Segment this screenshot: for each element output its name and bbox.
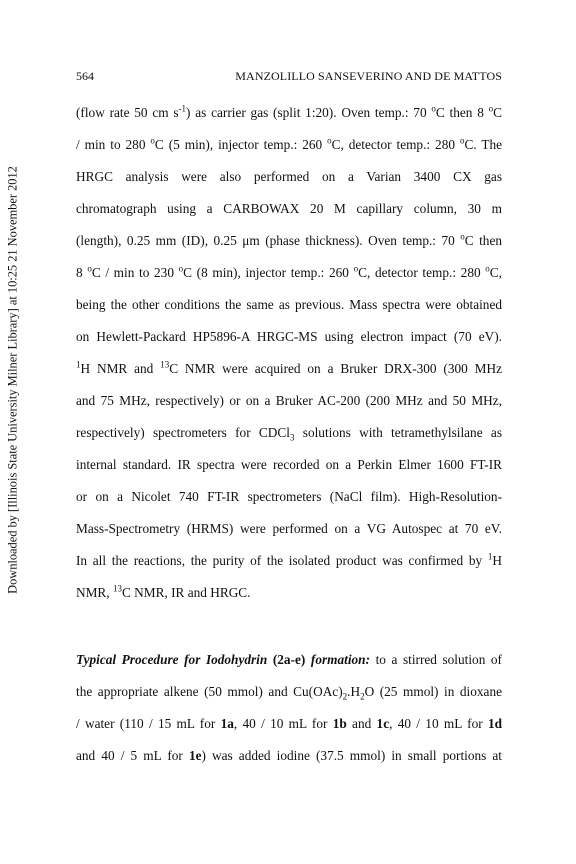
text-line: / min to 280 $^o$C (5 min), injector temp.: 260 $^o$C, detector temp.: 280 $^o$C. The (76, 135, 503, 152)
text-line: (flow rate 50 cm $s^{-1}$) as carrier gas (split 1:20). Oven temp.: 70 $^o$C then 8 $^o$C (76, 103, 502, 120)
compound-ref: 1d (487, 716, 502, 731)
running-title: MANZOLILLO SANSEVERINO AND DE MATTOS (235, 69, 502, 83)
text-line: HRGC analysis were also performed on a Varian 3400 CX gas (76, 169, 502, 184)
running-header (76, 69, 502, 85)
procedure-title: Typical Procedure for Iodohydrin (76, 652, 273, 667)
compound-ref: 1b (332, 716, 347, 731)
procedure-heading-line: Typical Procedure for Iodohydrin (2a-e) formation: to a stirred solution of (76, 652, 502, 667)
download-stamp (5, 90, 21, 670)
text-line: (length), 0.25 mm (ID), 0.25 μm (phase thickness). Oven temp.: 70 $^o$C then (76, 231, 502, 248)
download-stamp-text: Downloaded by [Illinois State University Milner Library] at 10:25 21 November 2012 (5, 166, 20, 594)
text-line: Mass-Spectrometry (HRMS) were performed on a VG Autospec at 70 eV. (76, 521, 502, 536)
text-line: / water (110 / 15 mL for 1a, 40 / 10 mL for 1b and 1c, 40 / 10 mL for 1d (76, 716, 502, 731)
text-line: being the other conditions the same as previous. Mass spectra were obtained (76, 297, 502, 312)
text-line: NMR, $^{13}$C NMR, IR and HRGC. (76, 583, 251, 600)
compound-ref: 1c (376, 716, 390, 731)
text-line: In all the reactions, the purity of the isolated product was confirmed by $^1$H (76, 551, 502, 568)
text-line: chromatograph using a CARBOWAX 20 M capillary column, 30 m (76, 201, 502, 216)
text-line: internal standard. IR spectra were recorded on a Perkin Elmer 1600 FT-IR (76, 457, 502, 472)
text-line: and 40 / 5 mL for 1e) was added iodine (37.5 mmol) in small portions at (76, 748, 502, 763)
compound-ref: (2a-e) (272, 652, 306, 667)
text-line: $^1$H NMR and $^{13}$C NMR were acquired on a Bruker DRX-300 (300 MHz (76, 359, 502, 376)
page-number: 564 (76, 69, 94, 83)
text-line: 8 $^o$C / min to 230 $^o$C (8 min), injector temp.: 260 $^o$C, detector temp.: 280 $^o$C, (76, 263, 502, 280)
text-line: or on a Nicolet 740 FT-IR spectrometers (NaCl film). High-Resolution- (76, 489, 502, 504)
text-line: and 75 MHz, respectively) or on a Bruker AC-200 (200 MHz and 50 MHz, (76, 393, 502, 408)
text-line: the appropriate alkene (50 mmol) and $Cu(OAc)_2.H_2O$ (25 mmol) in dioxane (76, 684, 502, 702)
text-line: respectively) spectrometers for CDCl$_3$ solutions with tetramethylsilane as (76, 425, 502, 443)
compound-ref: 1e (188, 748, 202, 763)
compound-ref: 1a (220, 716, 234, 731)
text-line: on Hewlett-Packard HP5896-A HRGC-MS using electron impact (70 eV). (76, 329, 502, 344)
